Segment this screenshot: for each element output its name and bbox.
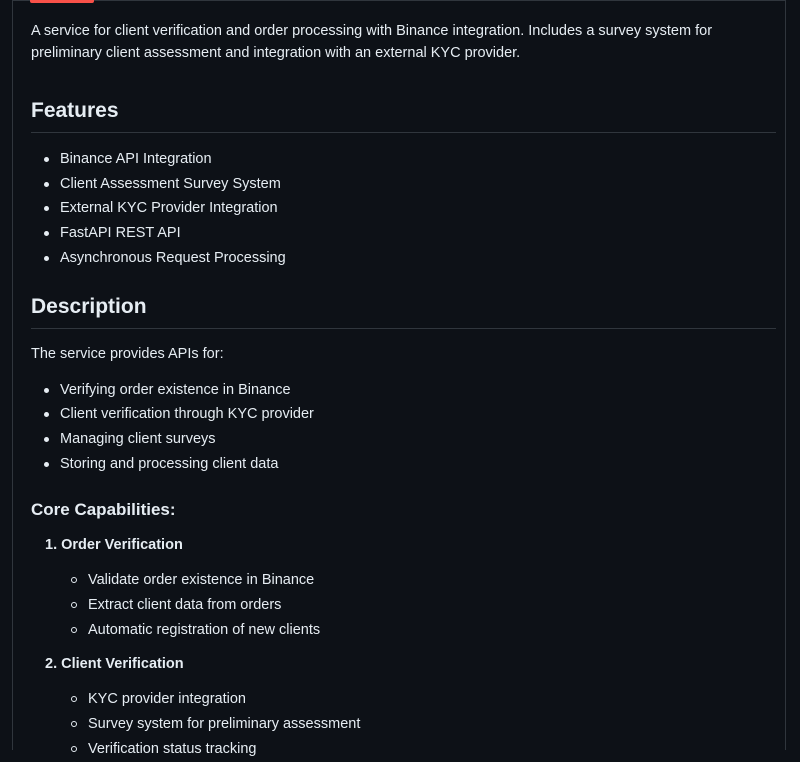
sub-list-item: Extract client data from orders [31, 593, 776, 618]
sub-list-item: Validate order existence in Binance [31, 568, 776, 593]
numbered-section [31, 534, 776, 642]
sub-list [31, 568, 776, 642]
active-tab-indicator [30, 0, 94, 3]
readme-content [31, 20, 776, 762]
numbered-section-title [31, 653, 776, 675]
core-capabilities-heading: Core Capabilities: [31, 500, 176, 520]
section-number: 1. [45, 537, 58, 554]
list-item: Storing and processing client data [31, 452, 776, 477]
sub-list-item: Verification status tracking [31, 737, 776, 762]
core-capabilities-list [31, 534, 776, 761]
list-item: Client verification through KYC provider [31, 402, 776, 427]
list-item: Managing client surveys [31, 427, 776, 452]
sub-list-item: Survey system for preliminary assessment [31, 712, 776, 737]
list-item: Client Assessment Survey System [31, 172, 776, 197]
section-number: 2. [45, 656, 58, 673]
sub-list-item: KYC provider integration [31, 687, 776, 712]
sub-list-item: Automatic registration of new clients [31, 618, 776, 643]
intro-paragraph: A service for client verification and order processing with Binance integration. Includes a survey system for preliminary client assessment and integration with an external KYC provider. [31, 23, 713, 61]
list-item: Binance API Integration [31, 147, 776, 172]
list-item: Verifying order existence in Binance [31, 378, 776, 403]
numbered-section-title [31, 534, 776, 556]
numbered-section [31, 653, 776, 761]
features-list [31, 147, 776, 271]
section-title: Client Verification [61, 656, 184, 673]
list-item: FastAPI REST API [31, 221, 776, 246]
section-title: Order Verification [61, 537, 183, 554]
description-list [31, 378, 776, 477]
description-lead: The service provides APIs for: [31, 345, 224, 362]
list-item: External KYC Provider Integration [31, 196, 776, 221]
list-item: Asynchronous Request Processing [31, 246, 776, 271]
features-heading: Features [31, 98, 776, 133]
sub-list [31, 687, 776, 761]
description-heading: Description [31, 294, 776, 329]
